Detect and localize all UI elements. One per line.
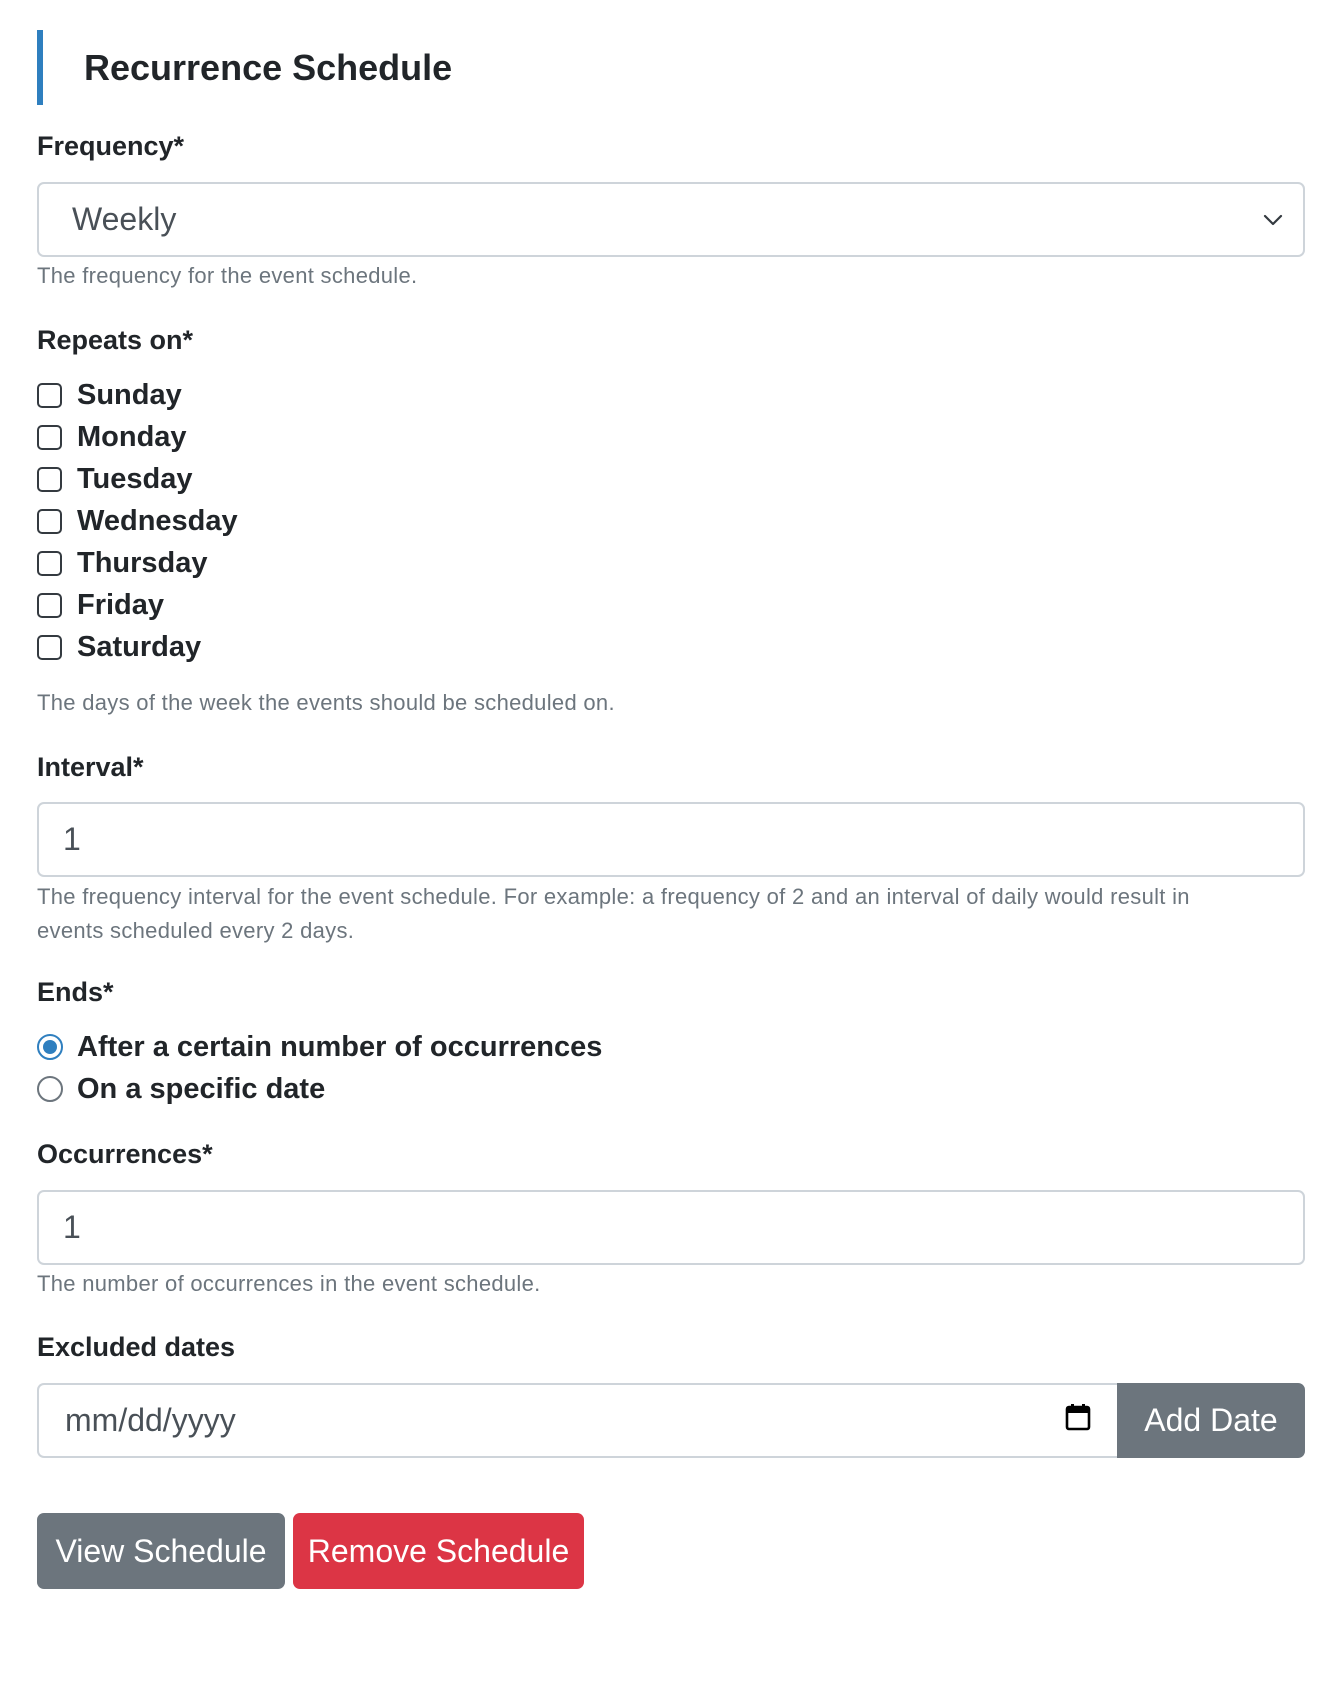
frequency-help: The frequency for the event schedule. [37,263,418,288]
specific-date-radio[interactable] [37,1076,63,1102]
saturday-checkbox[interactable] [37,635,62,660]
section-heading [37,30,452,105]
interval-help-line-1: The frequency interval for the event schedule. For example: a frequency of 2 and an interval of daily would result in [37,884,1190,909]
repeats-on-help: The days of the week the events should be scheduled on. [37,690,615,715]
day-label: Wednesday [77,504,238,537]
interval-input[interactable] [37,802,1305,877]
schedule-actions [37,1513,584,1589]
day-option-saturday[interactable] [37,626,238,668]
day-label: Monday [77,420,187,453]
ends-label: Ends* [37,977,114,1007]
occurrences-label: Occurrences* [37,1139,213,1169]
section-title: Recurrence Schedule [84,46,453,88]
day-label: Sunday [77,378,182,411]
interval-label: Interval* [37,752,144,782]
monday-checkbox[interactable] [37,425,62,450]
tuesday-checkbox[interactable] [37,467,62,492]
day-option-monday[interactable] [37,416,238,458]
repeats-on-label: Repeats on* [37,325,194,355]
view-schedule-button[interactable]: View Schedule [37,1513,285,1589]
ends-option-specific-date[interactable] [37,1068,602,1110]
frequency-select[interactable] [37,182,1305,257]
sunday-checkbox[interactable] [37,383,62,408]
excluded-date-input-group [37,1383,1305,1458]
calendar-icon[interactable] [1065,1402,1091,1439]
friday-checkbox[interactable] [37,593,62,618]
day-label: Friday [77,588,165,621]
day-label: Tuesday [77,462,193,495]
date-placeholder: mm/dd/yyyy [65,1402,236,1438]
interval-value: 1 [63,821,81,857]
day-option-wednesday[interactable] [37,500,238,542]
day-option-thursday[interactable] [37,542,238,584]
radio-label: After a certain number of occurrences [77,1030,603,1063]
day-option-tuesday[interactable] [37,458,238,500]
day-label: Thursday [77,546,208,579]
day-option-friday[interactable] [37,584,238,626]
interval-help-line-2: events scheduled every 2 days. [37,918,355,943]
radio-label: On a specific date [77,1072,326,1105]
occurrences-input[interactable] [37,1190,1305,1265]
day-checkbox-list [37,374,238,668]
excluded-dates-label: Excluded dates [37,1332,236,1362]
add-date-button[interactable]: Add Date [1117,1383,1305,1458]
wednesday-checkbox[interactable] [37,509,62,534]
day-option-sunday[interactable] [37,374,238,416]
frequency-selected-value: Weekly [72,201,177,237]
after-occurrences-radio[interactable] [37,1034,63,1060]
frequency-label: Frequency* [37,131,185,161]
ends-option-after-occurrences[interactable] [37,1026,602,1068]
ends-radio-group [37,1026,602,1110]
chevron-down-icon [1261,208,1285,232]
remove-schedule-button[interactable]: Remove Schedule [293,1513,584,1589]
day-label: Saturday [77,630,202,663]
occurrences-help: The number of occurrences in the event schedule. [37,1271,541,1296]
excluded-date-input[interactable] [37,1383,1117,1458]
occurrences-value: 1 [63,1209,81,1245]
thursday-checkbox[interactable] [37,551,62,576]
